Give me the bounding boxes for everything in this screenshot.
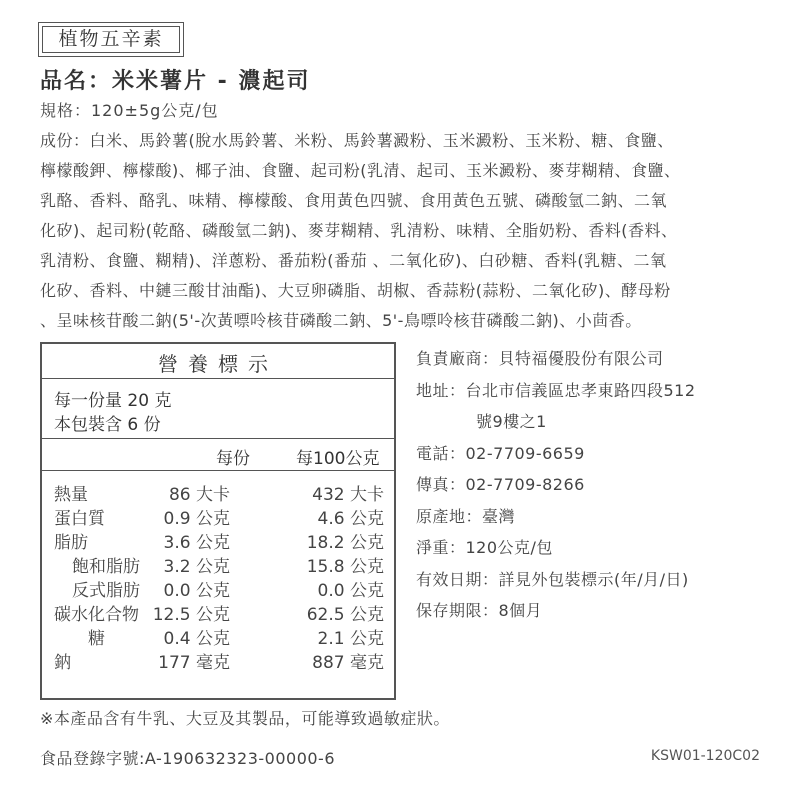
nutrient-per-100g: 887 毫克: [312, 653, 384, 673]
diet-badge-label: 植物五辛素: [42, 26, 180, 53]
shelf-life: 保存期限：8個月: [416, 601, 543, 620]
nutrient-row: [42, 552, 394, 576]
product-code: KSW01-120C02: [650, 748, 760, 764]
origin: 原產地：臺灣: [416, 506, 516, 526]
nutrient-per-100g: 2.1 公克: [317, 629, 384, 649]
net-weight: 淨重：120公克/包: [416, 538, 553, 557]
nutrient-per-100g: 4.6 公克: [317, 509, 384, 529]
ingredients-line: 化矽、香料、中鏈三酸甘油酯)、大豆卵磷脂、胡椒、香蒜粉(蒜粉、二氧化矽)、酵母粉: [40, 281, 671, 300]
divider: [42, 438, 394, 439]
ingredients-list: [40, 126, 780, 336]
ingredients-line: 成份：白米、馬鈴薯(脫水馬鈴薯、米粉、馬鈴薯澱粉、玉米澱粉、玉米粉、糖、食鹽、: [40, 131, 674, 150]
column-header-per-100g: 每100公克: [296, 449, 380, 469]
nutrient-per-serving: 177 毫克: [158, 653, 230, 673]
nutrient-row: [42, 624, 394, 648]
nutrient-name: 脂肪: [54, 533, 88, 553]
ingredients-line: 檸檬酸鉀、檸檬酸)、椰子油、食鹽、起司粉(乳清、起司、玉米澱粉、麥芽糊精、食鹽、: [40, 161, 681, 180]
serving-size: 每一份量 20 克: [54, 391, 172, 411]
nutrient-per-serving: 0.9 公克: [163, 509, 230, 529]
column-header-per-serving: 每份: [216, 449, 250, 469]
nutrient-row: [42, 480, 394, 504]
product-spec: 規格：120±5g公克/包: [40, 101, 219, 120]
diet-badge: [38, 22, 184, 57]
nutrient-per-serving: 0.4 公克: [163, 629, 230, 649]
nutrient-per-100g: 18.2 公克: [306, 533, 384, 553]
nutrient-name: 熱量: [54, 485, 88, 505]
servings-per-pack: 本包裝含 6 份: [54, 415, 161, 435]
nutrient-per-100g: 15.8 公克: [306, 557, 384, 577]
allergen-note: ※本產品含有牛乳、大豆及其製品，可能導致過敏症狀。: [40, 709, 450, 728]
address-line-1: 地址：台北市信義區忠孝東路四段512: [416, 380, 696, 400]
nutrient-per-serving: 12.5 公克: [152, 605, 230, 625]
expiry-date: 有效日期：詳見外包裝標示(年/月/日): [416, 569, 689, 589]
nutrient-name: 飽和脂肪: [72, 557, 140, 577]
ingredients-line: 乳酪、香料、酪乳、味精、檸檬酸、食用黃色四號、食用黃色五號、磷酸氫二鈉、二氧: [40, 191, 668, 210]
ingredients-line: 化矽)、起司粉(乾酪、磷酸氫二鈉)、麥芽糊精、乳清粉、味精、全脂奶粉、香料(香料、: [40, 221, 678, 240]
nutrient-row: [42, 648, 394, 672]
nutrient-name: 碳水化合物: [54, 605, 139, 625]
nutrient-per-serving: 3.2 公克: [163, 557, 230, 577]
registration-number: 食品登錄字號:A-190632323-00000-6: [40, 749, 336, 768]
company-info: [416, 343, 696, 627]
nutrient-row: [42, 504, 394, 528]
nutrient-name: 糖: [88, 629, 105, 649]
responsible-company: 負責廠商：貝特福優股份有限公司: [416, 349, 664, 368]
nutrient-per-100g: 432 大卡: [312, 485, 384, 505]
nutrient-per-100g: 0.0 公克: [317, 581, 384, 601]
nutrition-facts-table: [40, 342, 396, 700]
nutrient-per-100g: 62.5 公克: [306, 605, 384, 625]
nutrition-title: 營養標示: [158, 352, 278, 376]
nutrient-per-serving: 86 大卡: [168, 485, 230, 505]
nutrient-per-serving: 3.6 公克: [163, 533, 230, 553]
divider: [42, 470, 394, 471]
nutrient-row: [42, 528, 394, 552]
nutrient-row: [42, 600, 394, 624]
ingredients-line: 乳清粉、食鹽、糊精)、洋蔥粉、番茄粉(番茄 、二氧化矽)、白砂糖、香料(乳糖、二氧: [40, 251, 667, 270]
fax: 傳真：02-7709-8266: [416, 475, 585, 494]
nutrient-row: [42, 576, 394, 600]
nutrient-name: 蛋白質: [54, 509, 105, 529]
ingredients-line: 、呈味核苷酸二鈉(5'-次黃嘌呤核苷磷酸二鈉、5'-鳥嘌呤核苷磷酸二鈉)、小茴香。: [40, 311, 642, 330]
divider: [42, 378, 394, 379]
address-line-2: 號9樓之1: [476, 412, 547, 431]
nutrient-name: 鈉: [54, 653, 71, 673]
phone: 電話：02-7709-6659: [416, 443, 585, 463]
product-name: 品名：米米薯片 - 濃起司: [40, 69, 311, 94]
nutrient-name: 反式脂肪: [72, 581, 140, 601]
nutrient-per-serving: 0.0 公克: [163, 581, 230, 601]
